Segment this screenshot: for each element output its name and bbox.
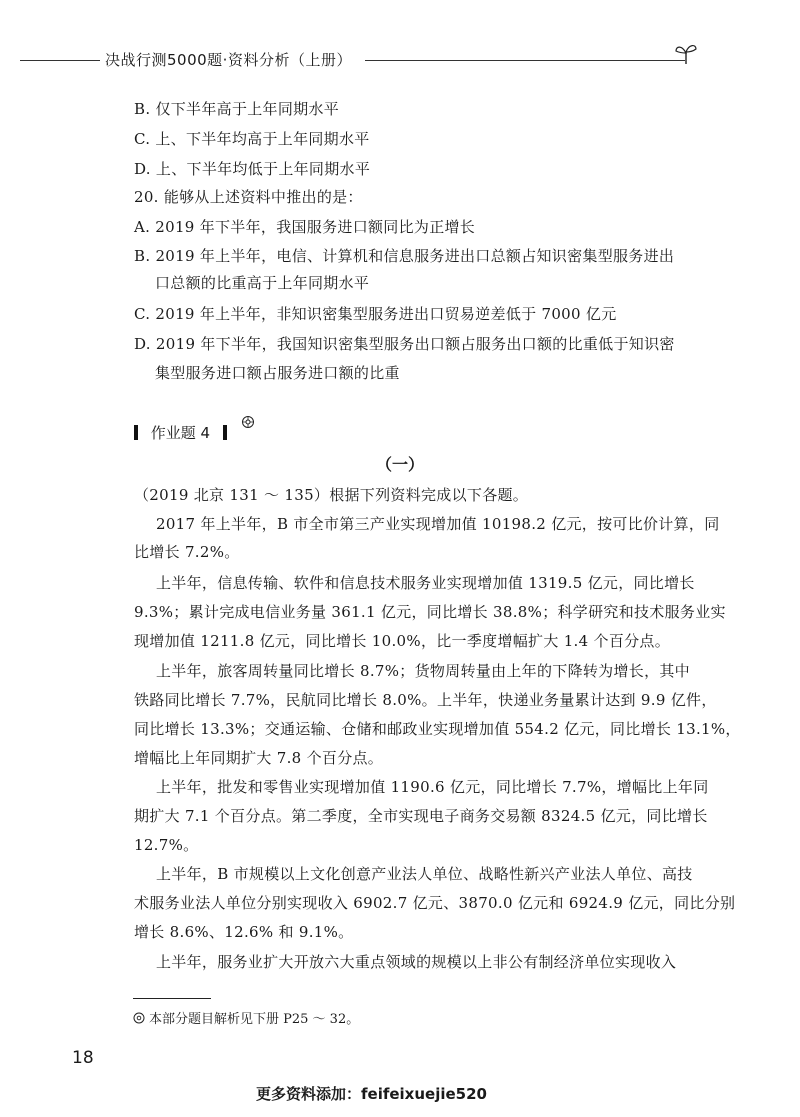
section-title: 作业题 4: [150, 424, 211, 442]
watermark-text: 更多资料添加：feifeixuejie520: [256, 1085, 487, 1103]
paragraph-line: 现增加值 1211.8 亿元，同比增长 10.0%，比一季度增幅扩大 1.4 个百分点。: [134, 632, 671, 650]
page-number: 18: [72, 1048, 94, 1068]
footnote-text: 本部分题目解析见下册 P25 ～ 32。: [149, 1012, 360, 1027]
sprout-icon: [673, 40, 699, 66]
paragraph-line: 铁路同比增长 7.7%，民航同比增长 8.0%。上半年，快递业务量累计达到 9.9 亿件，: [134, 691, 717, 709]
paragraph-line: 上半年，B 市规模以上文化创意产业法人单位、战略性新兴产业法人单位、高技: [156, 865, 693, 883]
paragraph-line: 9.3%；累计完成电信业务量 361.1 亿元，同比增长 38.8%；科学研究和技术服务业实: [134, 603, 726, 621]
paragraph-line: 增幅比上年同期扩大 7.8 个百分点。: [134, 749, 384, 767]
section-heading: [134, 422, 227, 443]
question-stem: 20. 能够从上述资料中推出的是：: [134, 188, 363, 206]
paragraph-line: 上半年，信息传输、软件和信息技术服务业实现增加值 1319.5 亿元，同比增长: [156, 574, 695, 592]
option-a: A. 2019 年下半年，我国服务进口额同比为正增长: [134, 218, 476, 236]
paragraph-line: 上半年，旅客周转量同比增长 8.7%；货物周转量由上年的下降转为增长，其中: [156, 662, 690, 680]
source-line: （2019 北京 131 ～ 135）根据下列资料完成以下各题。: [134, 486, 529, 504]
paragraph-line: 2017 年上半年，B 市全市第三产业实现增加值 10198.2 亿元，按可比价计算，同: [156, 515, 720, 533]
paragraph-line: 术服务业法人单位分别实现收入 6902.7 亿元、3870.0 亿元和 6924.9 亿元，同比分别: [134, 894, 736, 912]
running-header: [0, 48, 800, 72]
paragraph-line: 同比增长 13.3%；交通运输、仓储和邮政业实现增加值 554.2 亿元，同比增长 13.1%，: [134, 720, 741, 738]
paragraph-line: 期扩大 7.1 个百分点。第二季度，全市实现电子商务交易额 8324.5 亿元，同比增长: [134, 807, 708, 825]
section-bar-right: [223, 425, 227, 440]
paragraph-line: 增长 8.6%、12.6% 和 9.1%。: [134, 923, 354, 941]
option-c: C. 2019 年上半年，非知识密集型服务进出口贸易逆差低于 7000 亿元: [134, 305, 617, 323]
option-b: B. 仅下半年高于上年同期水平: [134, 100, 340, 118]
flower-icon: [133, 1012, 145, 1024]
header-title: 决战行测5000题·资料分析（上册）: [105, 51, 352, 69]
option-d-line: D. 2019 年下半年，我国知识密集型服务出口额占服务出口额的比重低于知识密: [134, 335, 675, 353]
flower-icon: [241, 415, 255, 429]
paragraph-line: 12.7%。: [134, 836, 199, 854]
paragraph-line: 比增长 7.2%。: [134, 543, 240, 561]
option-d-line: 集型服务进口额占服务进口额的比重: [155, 364, 400, 382]
subheading: （一）: [376, 455, 425, 474]
section-bar-left: [134, 425, 138, 440]
footnote: [133, 1008, 359, 1027]
paragraph-line: 上半年，批发和零售业实现增加值 1190.6 亿元，同比增长 7.7%，增幅比上年同: [156, 778, 709, 796]
paragraph-line: 上半年，服务业扩大开放六大重点领域的规模以上非公有制经济单位实现收入: [156, 953, 677, 971]
option-d: D. 上、下半年均低于上年同期水平: [134, 160, 371, 178]
option-b-line: 口总额的比重高于上年同期水平: [155, 274, 370, 292]
option-b-line: B. 2019 年上半年，电信、计算机和信息服务进出口总额占知识密集型服务进出: [134, 247, 675, 265]
option-c: C. 上、下半年均高于上年同期水平: [134, 130, 370, 148]
header-rule-left: [20, 60, 100, 61]
header-rule-right: [365, 60, 685, 61]
footnote-rule: [133, 998, 211, 999]
